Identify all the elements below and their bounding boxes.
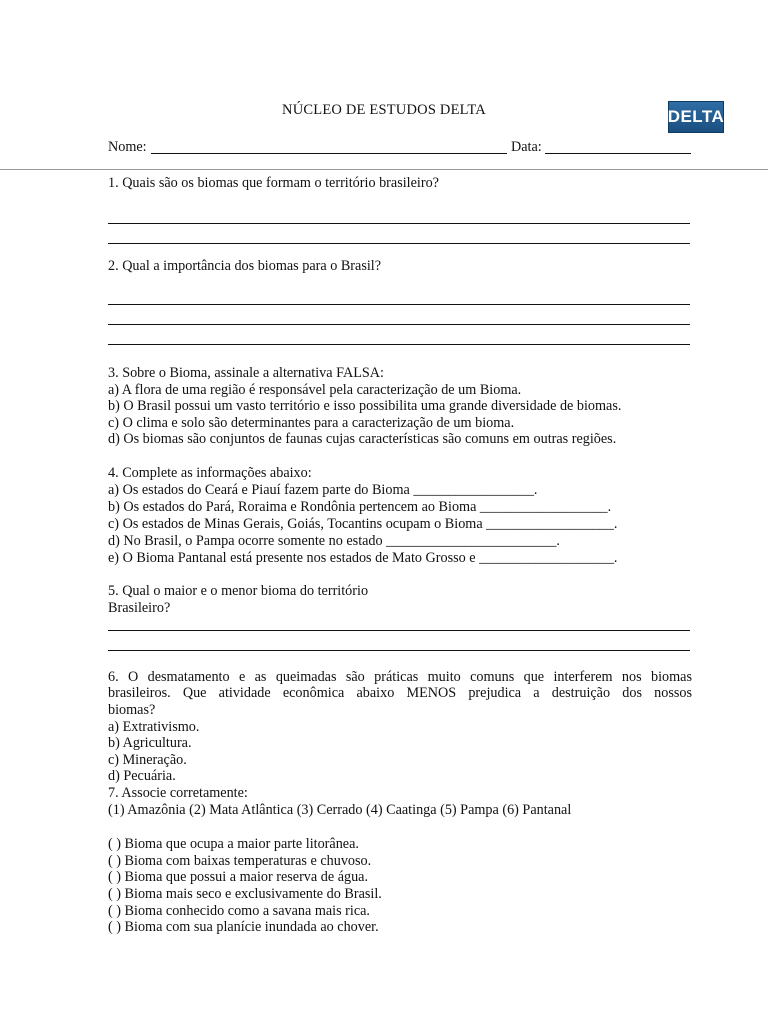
option-3c: c) O clima e solo são determinantes para a caracterização de um bioma. xyxy=(108,415,515,431)
question-2: 2. Qual a importância dos biomas para o Brasil? xyxy=(108,258,382,274)
question-6 xyxy=(108,669,692,718)
option-3a: a) A flora de uma região é responsável pela caracterização de um Bioma. xyxy=(108,382,522,398)
answer-line[interactable] xyxy=(108,344,690,345)
match-item: ( ) Bioma com sua planície inundada ao chover. xyxy=(108,919,379,935)
question-7-legend: (1) Amazônia (2) Mata Atlântica (3) Cerrado (4) Caatinga (5) Pampa (6) Pantanal xyxy=(108,802,572,818)
option-6a: a) Extrativismo. xyxy=(108,719,200,735)
logo-text: DELTA xyxy=(667,107,725,126)
option-3d: d) Os biomas são conjuntos de faunas cujas características são comuns em outras regiões. xyxy=(108,431,617,447)
answer-line[interactable] xyxy=(108,223,690,224)
page-title: NÚCLEO DE ESTUDOS DELTA xyxy=(282,102,486,118)
match-item: ( ) Bioma mais seco e exclusivamente do Brasil. xyxy=(108,886,382,902)
match-item: ( ) Bioma com baixas temperaturas e chuvoso. xyxy=(108,853,372,869)
match-item: ( ) Bioma que possui a maior reserva de água. xyxy=(108,869,369,885)
question-5-line1: 5. Qual o maior e o menor bioma do território xyxy=(108,583,369,599)
name-label: Nome: xyxy=(108,139,147,155)
item-4d: d) No Brasil, o Pampa ocorre somente no estado ________________________. xyxy=(108,533,560,549)
question-4: 4. Complete as informações abaixo: xyxy=(108,465,312,481)
match-item: ( ) Bioma que ocupa a maior parte litorânea. xyxy=(108,836,359,852)
item-4b: b) Os estados do Pará, Roraima e Rondônia pertencem ao Bioma __________________. xyxy=(108,499,612,515)
name-field[interactable] xyxy=(151,153,507,154)
header-divider xyxy=(0,169,768,170)
answer-line[interactable] xyxy=(108,650,690,651)
question-7: 7. Associe corretamente: xyxy=(108,785,248,801)
option-3b: b) O Brasil possui um vasto território e isso possibilita uma grande diversidade de biomas. xyxy=(108,398,622,414)
question-5-line2: Brasileiro? xyxy=(108,600,171,616)
option-6b: b) Agricultura. xyxy=(108,735,192,751)
question-6-line3: biomas? xyxy=(108,701,156,718)
item-4a: a) Os estados do Ceará e Piauí fazem parte do Bioma _________________. xyxy=(108,482,538,498)
answer-line[interactable] xyxy=(108,630,690,631)
option-6c: c) Mineração. xyxy=(108,752,187,768)
item-4c: c) Os estados de Minas Gerais, Goiás, Tocantins ocupam o Bioma __________________. xyxy=(108,516,618,532)
question-6-line2: brasileiros. Que atividade econômica abaixo MENOS prejudica a destruição dos nossos xyxy=(108,685,692,702)
option-6d: d) Pecuária. xyxy=(108,768,176,784)
date-label: Data: xyxy=(511,139,542,155)
answer-line[interactable] xyxy=(108,324,690,325)
match-item: ( ) Bioma conhecido como a savana mais rica. xyxy=(108,903,370,919)
question-6-line1: 6. O desmatamento e as queimadas são práticas muito comuns que interferem nos biomas xyxy=(108,669,692,685)
question-1: 1. Quais são os biomas que formam o território brasileiro? xyxy=(108,175,439,191)
delta-logo xyxy=(668,101,724,133)
item-4e: e) O Bioma Pantanal está presente nos estados de Mato Grosso e ___________________. xyxy=(108,550,618,566)
answer-line[interactable] xyxy=(108,243,690,244)
question-3: 3. Sobre o Bioma, assinale a alternativa FALSA: xyxy=(108,365,384,381)
date-field[interactable] xyxy=(545,153,691,154)
answer-line[interactable] xyxy=(108,304,690,305)
